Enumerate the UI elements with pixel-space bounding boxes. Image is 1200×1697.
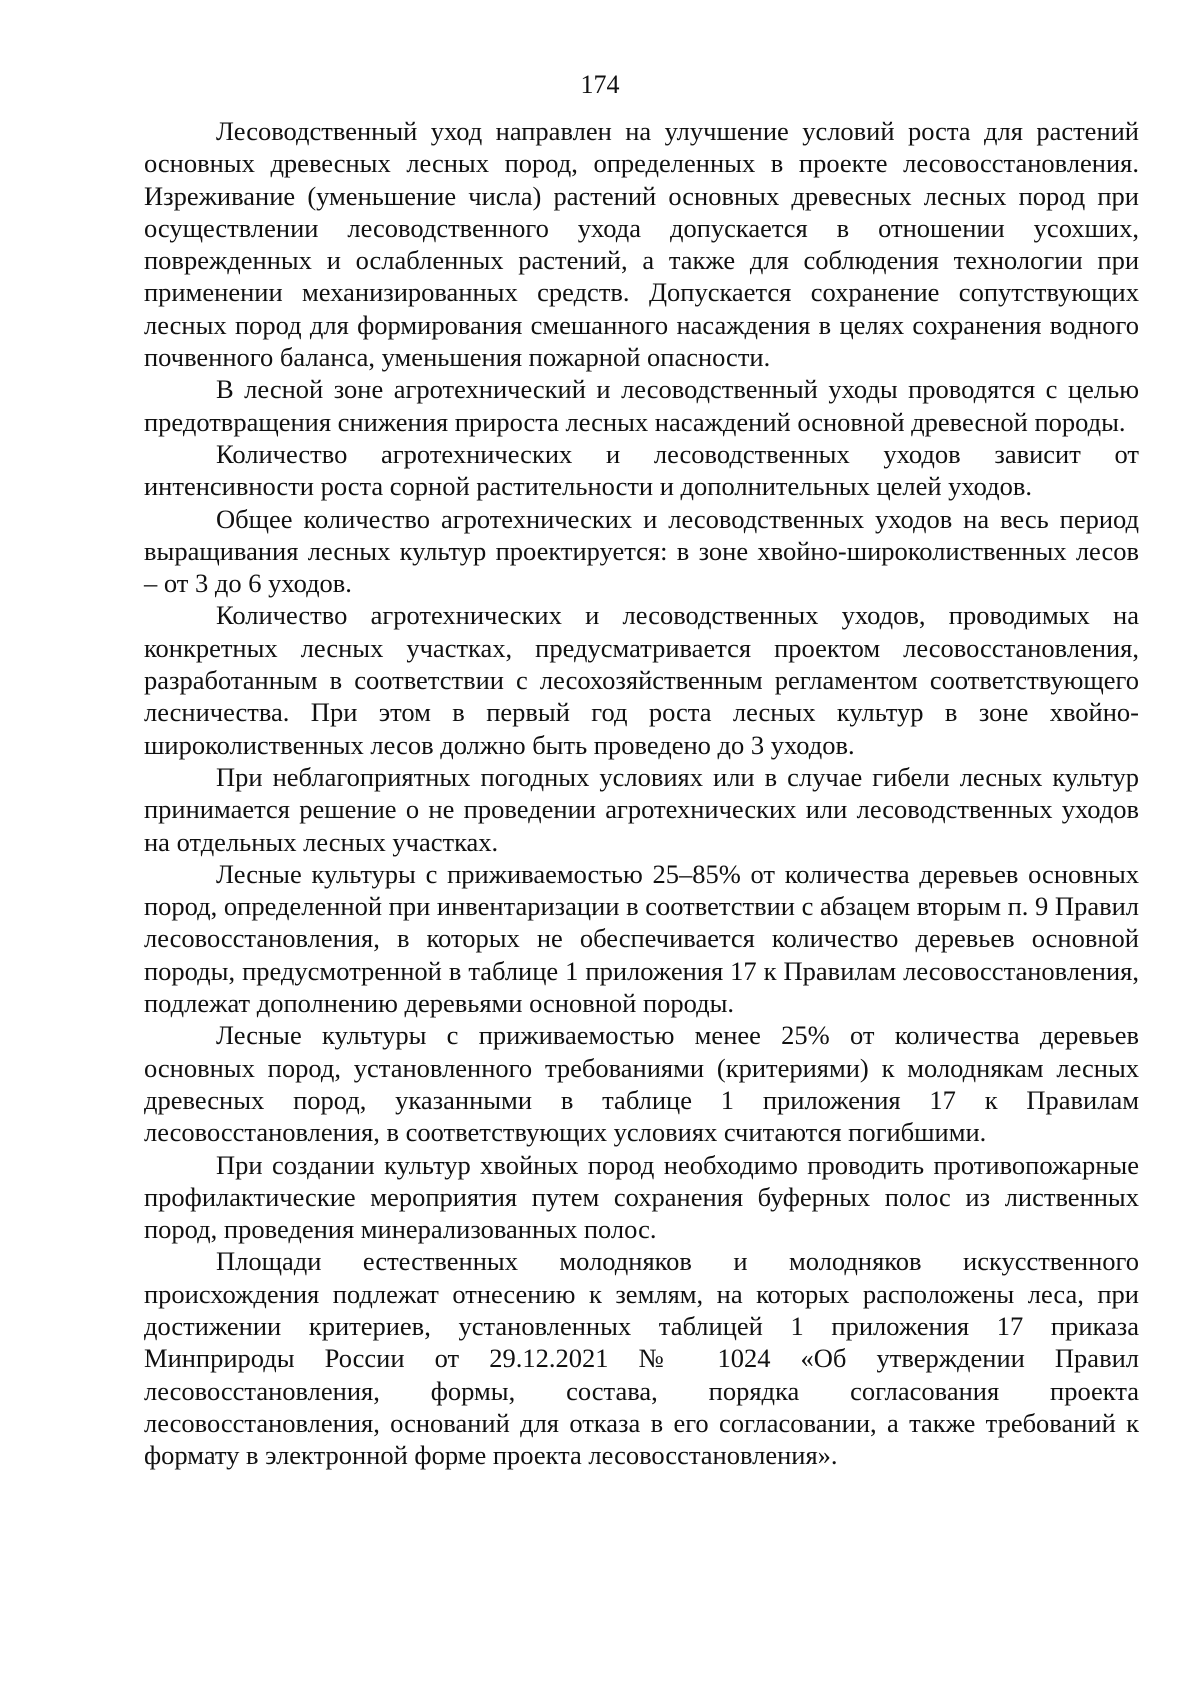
paragraph: Лесные культуры с приживаемостью менее 25% от количества деревьев основных пород, установленного требованиями (критериями) к молоднякам лесных древесных пород, указанными в таблице 1 приложения 17 к Правилам лесовосстановления, в соответствующих условиях считаются погибшими. bbox=[144, 1020, 1139, 1148]
paragraph: При неблагоприятных погодных условиях или в случае гибели лесных культур принимается решение о не проведении агротехнических или лесоводственных уходов на отдельных лесных участках. bbox=[144, 761, 1139, 857]
paragraph: Лесные культуры с приживаемостью 25–85% от количества деревьев основных пород, определенной при инвентаризации в соответствии с абзацем вторым п. 9 Правил лесовосстановления, в которых не обеспечивается количество деревьев основной породы, предусмотренной в таблице 1 приложения 17 к Правилам лесовосстановления, подлежат дополнению деревьями основной породы. bbox=[144, 858, 1139, 1019]
paragraph: При создании культур хвойных пород необходимо проводить противопожарные профилактические мероприятия путем сохранения буферных полос из лиственных пород, проведения минерализованных полос. bbox=[144, 1149, 1139, 1245]
document-body bbox=[144, 115, 1139, 1471]
paragraph: В лесной зоне агротехнический и лесоводственный уходы проводятся с целью предотвращения снижения прироста лесных насаждений основной древесной породы. bbox=[144, 374, 1139, 437]
paragraph: Общее количество агротехнических и лесоводственных уходов на весь период выращивания лесных культур проектируется: в зоне хвойно-широколиственных лесов – от 3 до 6 уходов. bbox=[144, 503, 1139, 599]
paragraph: Площади естественных молодняков и молодняков искусственного происхождения подлежат отнесению к землям, на которых расположены леса, при достижении критериев, установленных таблицей 1 приложения 17 приказа Минприроды России от 29.12.2021 № 1024 «Об утверждении Правил лесовосстановления, формы, состава, порядка согласования проекта лесовосстановления, оснований для отказа в его согласовании, а также требований к формату в электронной форме проекта лесовосстановления». bbox=[144, 1246, 1139, 1471]
paragraph: Количество агротехнических и лесоводственных уходов зависит от интенсивности роста сорной растительности и дополнительных целей уходов. bbox=[144, 438, 1139, 502]
paragraph: Лесоводственный уход направлен на улучшение условий роста для растений основных древесных лесных пород, определенных в проекте лесовосстановления. Изреживание (уменьшение числа) растений основных древесных лесных пород при осуществлении лесоводственного ухода допускается в отношении усохших, поврежденных и ослабленных растений, а также для соблюдения технологии при применении механизированных средств. Допускается сохранение сопутствующих лесных пород для формирования смешанного насаждения в целях сохранения водного почвенного баланса, уменьшения пожарной опасности. bbox=[144, 116, 1139, 373]
page-number: 174 bbox=[580, 70, 620, 99]
paragraph: Количество агротехнических и лесоводственных уходов, проводимых на конкретных лесных участках, предусматривается проектом лесовосстановления, разработанным в соответствии с лесохозяйственным регламентом соответствующего лесничества. При этом в первый год роста лесных культур в зоне хвойно-широколиственных лесов должно быть проведено до 3 уходов. bbox=[144, 600, 1139, 760]
